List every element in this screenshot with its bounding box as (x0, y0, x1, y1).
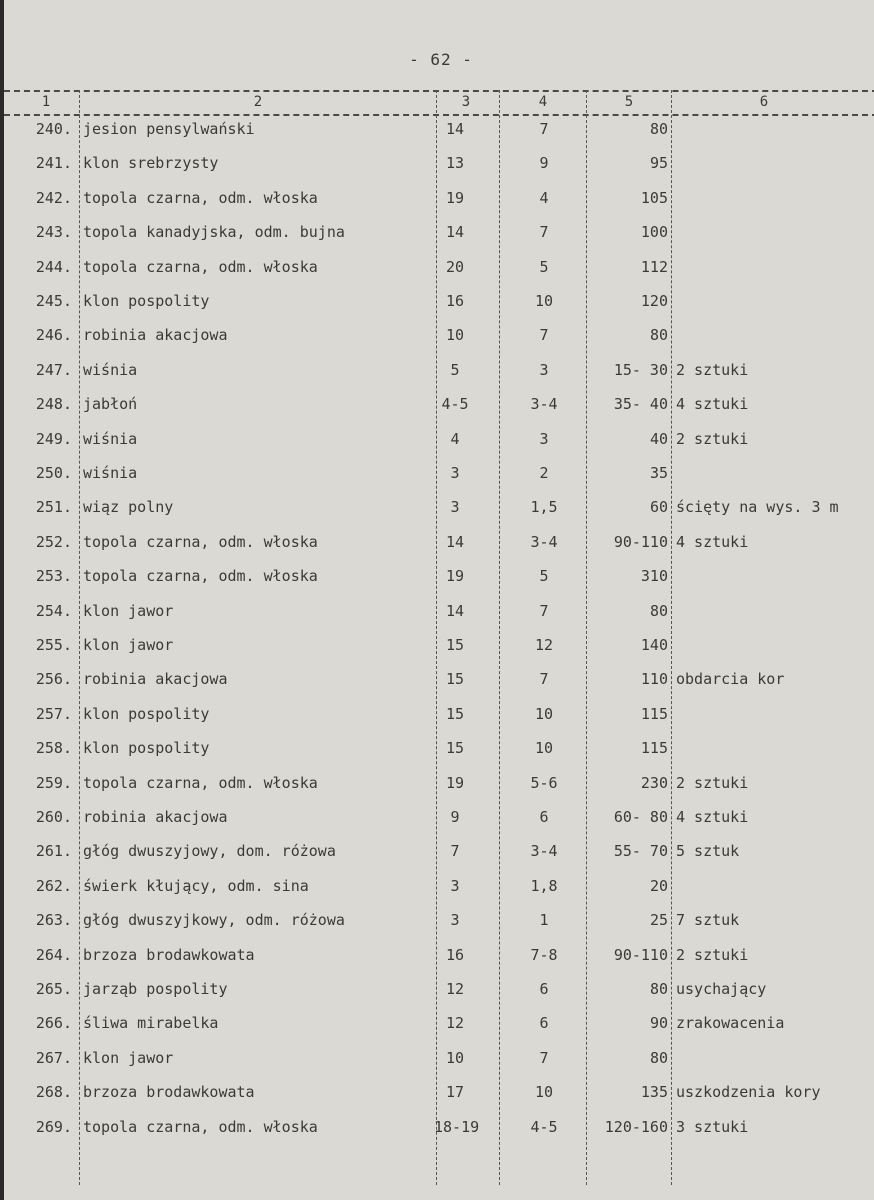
remarks: obdarcia kor (676, 670, 785, 689)
remarks: 2 sztuki (676, 429, 749, 448)
col-3-value: 13 (445, 154, 465, 173)
col-5-value: 90 (649, 1014, 668, 1033)
col-5-value: 230 (640, 773, 668, 792)
col-4-value: 3-4 (530, 842, 558, 861)
row-number: 242. (35, 188, 72, 207)
species-name: robinia akacjowa (83, 808, 228, 826)
species-name: topola czarna, odm. włoska (83, 532, 318, 551)
remarks: 2 sztuki (676, 773, 749, 792)
remarks: uszkodzenia kory (676, 1083, 821, 1102)
col-4-value: 2 (539, 464, 549, 482)
col-5-value: 15- 30 (613, 360, 668, 379)
col-4-value: 4-5 (530, 1117, 558, 1136)
table-row (4, 938, 874, 972)
table-row (4, 731, 874, 765)
col-5-value: 115 (640, 739, 668, 758)
col-3-value: 3 (450, 876, 460, 895)
row-number: 269. (35, 1117, 72, 1136)
table-row (4, 766, 874, 800)
col-4-value: 10 (534, 739, 554, 758)
col-4-value: 7 (539, 223, 549, 242)
table-row (4, 250, 874, 284)
table-row (4, 628, 874, 662)
table-row (4, 422, 874, 456)
col-5-value: 90-110 (613, 532, 668, 551)
table-row (4, 146, 874, 180)
remarks: 2 sztuki (676, 945, 749, 964)
species-name: klon srebrzysty (83, 154, 219, 173)
species-name: wiśnia (83, 360, 138, 379)
col-4-value: 1 (539, 911, 549, 930)
row-number: 264. (35, 945, 72, 964)
col-3-value: 14 (445, 601, 465, 620)
col-5-value: 35 (649, 464, 668, 482)
col-3-value: 3 (450, 911, 460, 930)
col-4-value: 7 (539, 670, 549, 689)
species-name: klon jawor (83, 636, 174, 654)
table-row (4, 559, 874, 593)
row-number: 251. (35, 498, 72, 517)
row-number: 244. (35, 257, 72, 276)
col-4-value: 6 (539, 980, 549, 998)
col-3-value: 15 (445, 704, 465, 723)
col-4-value: 10 (534, 704, 554, 723)
remarks: zrakowacenia (676, 1014, 785, 1033)
col-3-value: 16 (445, 945, 465, 964)
col-5-value: 95 (649, 154, 668, 173)
species-name: topola czarna, odm. włoska (83, 257, 318, 276)
col-3-value: 18-19 (434, 1117, 480, 1136)
col-3-value: 14 (445, 223, 465, 242)
species-name: wiąz polny (83, 498, 174, 517)
col-3-value: 3 (450, 464, 460, 482)
col-4-value: 3-4 (530, 532, 558, 551)
remarks: 5 sztuk (676, 842, 740, 861)
col-3-value: 19 (445, 188, 465, 207)
row-number: 267. (35, 1048, 72, 1067)
row-number: 265. (35, 980, 72, 998)
species-name: wiśnia (83, 464, 138, 482)
table-row (4, 525, 874, 559)
row-number: 249. (35, 429, 72, 448)
col-4-value: 1,8 (530, 876, 558, 895)
col-3-value: 17 (445, 1083, 465, 1102)
col-4-value: 4 (539, 188, 549, 207)
remarks: 7 sztuk (676, 911, 740, 930)
col-5-value: 120 (640, 292, 668, 310)
header-col-2: 2 (253, 94, 263, 110)
row-number: 268. (35, 1083, 72, 1102)
col-3-value: 20 (445, 257, 465, 276)
table-row (4, 800, 874, 834)
col-4-value: 7 (539, 326, 549, 345)
table-row (4, 1006, 874, 1040)
col-5-value: 55- 70 (613, 842, 668, 861)
row-number: 258. (35, 739, 72, 758)
col-3-value: 10 (445, 1048, 465, 1067)
species-name: topola kanadyjska, odm. bujna (83, 223, 345, 242)
col-5-value: 115 (640, 704, 668, 723)
col-5-value: 100 (640, 223, 668, 242)
col-3-value: 19 (445, 567, 465, 586)
row-number: 246. (35, 326, 72, 345)
remarks: 4 sztuki (676, 532, 749, 551)
row-number: 248. (35, 395, 72, 414)
row-number: 252. (35, 532, 72, 551)
col-4-value: 10 (534, 1083, 554, 1102)
table-row (4, 387, 874, 421)
table-row (4, 594, 874, 628)
header-col-1: 1 (41, 94, 51, 110)
col-4-value: 9 (539, 154, 549, 173)
header-col-5: 5 (624, 94, 634, 110)
col-5-value: 35- 40 (613, 395, 668, 414)
row-number: 243. (35, 223, 72, 242)
col-4-value: 5-6 (530, 773, 558, 792)
row-number: 241. (35, 154, 72, 173)
row-number: 240. (35, 120, 72, 138)
species-name: jabłoń (83, 395, 138, 414)
row-number: 250. (35, 464, 72, 482)
table-row (4, 456, 874, 490)
col-5-value: 80 (649, 601, 668, 620)
species-name: głóg dwuszyjkowy, odm. różowa (83, 911, 345, 930)
col-5-value: 80 (649, 1048, 668, 1067)
col-5-value: 40 (649, 429, 668, 448)
col-5-value: 80 (649, 980, 668, 998)
col-5-value: 80 (649, 120, 668, 138)
row-number: 262. (35, 876, 72, 895)
species-name: klon pospolity (83, 704, 210, 723)
col-3-value: 12 (445, 1014, 465, 1033)
header-col-3: 3 (461, 94, 471, 110)
col-4-value: 10 (534, 292, 554, 310)
table-row (4, 284, 874, 318)
remarks: ścięty na wys. 3 m (676, 498, 839, 517)
remarks: 2 sztuki (676, 360, 749, 379)
species-name: jesion pensylwański (83, 120, 255, 138)
col-5-value: 120-160 (604, 1117, 668, 1136)
species-name: śliwa mirabelka (83, 1014, 219, 1033)
remarks: 4 sztuki (676, 395, 749, 414)
col-3-value: 15 (445, 739, 465, 758)
table-row (4, 972, 874, 1006)
row-number: 261. (35, 842, 72, 861)
table-row (4, 353, 874, 387)
table-row (4, 318, 874, 352)
col-5-value: 60- 80 (613, 808, 668, 826)
remarks: 3 sztuki (676, 1117, 749, 1136)
species-name: topola czarna, odm. włoska (83, 773, 318, 792)
col-3-value: 14 (445, 532, 465, 551)
col-5-value: 110 (640, 670, 668, 689)
species-name: robinia akacjowa (83, 670, 228, 689)
row-number: 254. (35, 601, 72, 620)
species-name: brzoza brodawkowata (83, 1083, 255, 1102)
col-3-value: 19 (445, 773, 465, 792)
col-4-value: 5 (539, 567, 549, 586)
header-col-4: 4 (538, 94, 548, 110)
species-name: topola czarna, odm. włoska (83, 567, 318, 586)
col-5-value: 90-110 (613, 945, 668, 964)
table-row (4, 215, 874, 249)
row-number: 266. (35, 1014, 72, 1033)
col-5-value: 60 (649, 498, 668, 517)
row-number: 245. (35, 292, 72, 310)
col-3-value: 3 (450, 498, 460, 517)
species-name: klon pospolity (83, 292, 210, 310)
col-3-value: 4 (450, 429, 460, 448)
species-name: topola czarna, odm. włoska (83, 188, 318, 207)
table-row (4, 834, 874, 868)
col-5-value: 80 (649, 326, 668, 345)
col-3-value: 15 (445, 636, 465, 654)
col-4-value: 6 (539, 1014, 549, 1033)
table-row (4, 1075, 874, 1109)
col-5-value: 310 (640, 567, 668, 586)
table-row (4, 1110, 874, 1144)
col-4-value: 5 (539, 257, 549, 276)
col-4-value: 12 (534, 636, 554, 654)
table-row (4, 903, 874, 937)
species-name: brzoza brodawkowata (83, 945, 255, 964)
col-4-value: 7 (539, 120, 549, 138)
page-number: - 62 - (409, 50, 473, 69)
col-5-value: 105 (640, 188, 668, 207)
species-name: wiśnia (83, 429, 138, 448)
col-5-value: 140 (640, 636, 668, 654)
species-name: topola czarna, odm. włoska (83, 1117, 318, 1136)
col-5-value: 112 (640, 257, 668, 276)
row-number: 253. (35, 567, 72, 586)
species-name: głóg dwuszyjowy, dom. różowa (83, 842, 336, 861)
species-name: klon pospolity (83, 739, 210, 758)
species-name: klon jawor (83, 1048, 174, 1067)
species-name: jarząb pospolity (83, 980, 228, 998)
col-4-value: 7 (539, 601, 549, 620)
col-4-value: 6 (539, 808, 549, 826)
row-number: 259. (35, 773, 72, 792)
col-3-value: 16 (445, 292, 465, 310)
col-3-value: 14 (445, 120, 465, 138)
col-4-value: 1,5 (530, 498, 558, 517)
species-name: robinia akacjowa (83, 326, 228, 345)
col-5-value: 25 (649, 911, 668, 930)
header-col-6: 6 (759, 94, 769, 110)
table-row (4, 181, 874, 215)
col-5-value: 135 (640, 1083, 668, 1102)
col-3-value: 10 (445, 326, 465, 345)
col-4-value: 7-8 (530, 945, 558, 964)
col-3-value: 4-5 (441, 395, 469, 414)
row-number: 247. (35, 360, 72, 379)
col-3-value: 7 (450, 842, 460, 861)
table-row (4, 1041, 874, 1075)
remarks: usychający (676, 980, 767, 998)
row-number: 256. (35, 670, 72, 689)
table-row (4, 490, 874, 524)
col-4-value: 3 (539, 429, 549, 448)
row-number: 260. (35, 808, 72, 826)
col-3-value: 15 (445, 670, 465, 689)
table-row (4, 869, 874, 903)
col-4-value: 3-4 (530, 395, 558, 414)
table-row (4, 662, 874, 696)
table-row (4, 697, 874, 731)
row-number: 255. (35, 636, 72, 654)
row-number: 263. (35, 911, 72, 930)
remarks: 4 sztuki (676, 808, 749, 826)
col-3-value: 12 (445, 980, 465, 998)
col-3-value: 5 (450, 360, 460, 379)
col-3-value: 9 (450, 808, 460, 826)
row-number: 257. (35, 704, 72, 723)
species-name: klon jawor (83, 601, 174, 620)
col-4-value: 3 (539, 360, 549, 379)
col-4-value: 7 (539, 1048, 549, 1067)
col-5-value: 20 (649, 876, 668, 895)
table-row (4, 112, 874, 146)
species-name: świerk kłujący, odm. sina (83, 876, 309, 895)
